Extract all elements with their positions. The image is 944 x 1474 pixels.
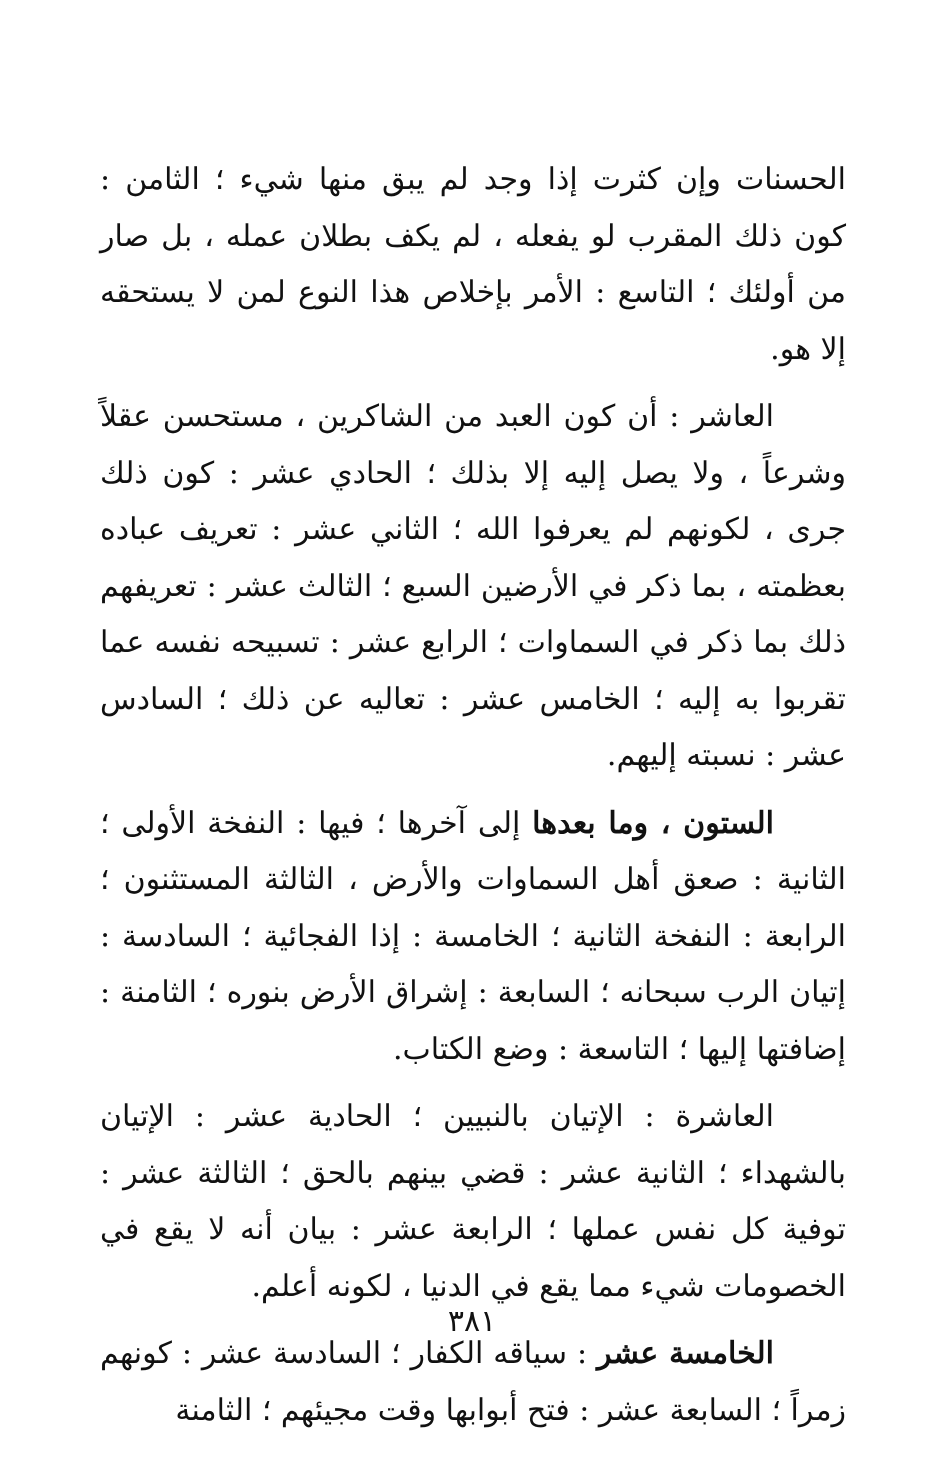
paragraph-5 — [100, 1326, 846, 1439]
paragraph-3-lead: الستون ، وما بعدها — [532, 805, 774, 841]
paragraph-5-text: : سياقه الكفار ؛ السادسة عشر : كونهم زمراً ؛ السابعة عشر : فتح أبوابها وقت مجيئهم ؛ الثامنة — [100, 1336, 846, 1428]
page-number: ٣٨١ — [447, 1304, 497, 1339]
paragraph-3 — [100, 796, 846, 1079]
paragraph-1-text: الحسنات وإن كثرت إذا وجد لم يبق منها شيء ؛ الثامن : كون ذلك المقرب لو يفعله ، لم يكف بطلان عمله ، بل صار من أولئك ؛ التاسع : الأمر بإخلاص هذا النوع لمن لا يستحقه إلا هو. — [100, 162, 846, 367]
paragraph-4-text: العاشرة : الإتيان بالنبيين ؛ الحادية عشر : الإتيان بالشهداء ؛ الثانية عشر : قضي بينهم بالحق ؛ الثالثة عشر : توفية كل نفس عملها ؛ الرابعة عشر : بيان أنه لا يقع في الخصومات شيء مما يقع في الدنيا ، لكونه أعلم. — [100, 1099, 846, 1304]
page-body — [100, 152, 846, 1439]
paragraph-4 — [100, 1089, 846, 1315]
paragraph-5-lead: الخامسة عشر — [597, 1336, 774, 1371]
paragraph-1 — [100, 152, 846, 378]
paragraph-3-text: إلى آخرها ؛ فيها : النفخة الأولى ؛ الثانية : صعق أهل السماوات والأرض ، الثالثة المستثنون ؛ الرابعة : النفخة الثانية ؛ الخامسة : إذا الفجائية ؛ السادسة : إتيان الرب سبحانه ؛ السابعة : إشراق الأرض بنوره ؛ الثامنة : إضافتها إليها ؛ التاسعة : وضع الكتاب. — [100, 805, 846, 1067]
paragraph-2-text: العاشر : أن كون العبد من الشاكرين ، مستحسن عقلاً وشرعاً ، ولا يصل إليه إلا بذلك ؛ الحادي عشر : كون ذلك جرى ، لكونهم لم يعرفوا الله ؛ الثاني عشر : تعريف عباده بعظمته ، بما ذكر في الأرضين السبع ؛ الثالث عشر : تعريفهم ذلك بما ذكر في السماوات ؛ الرابع عشر : تسبيحه نفسه عما تقربوا به إليه ؛ الخامس عشر : تعاليه عن ذلك ؛ السادس عشر : نسبته إليهم. — [100, 399, 846, 773]
paragraph-2 — [100, 389, 846, 785]
